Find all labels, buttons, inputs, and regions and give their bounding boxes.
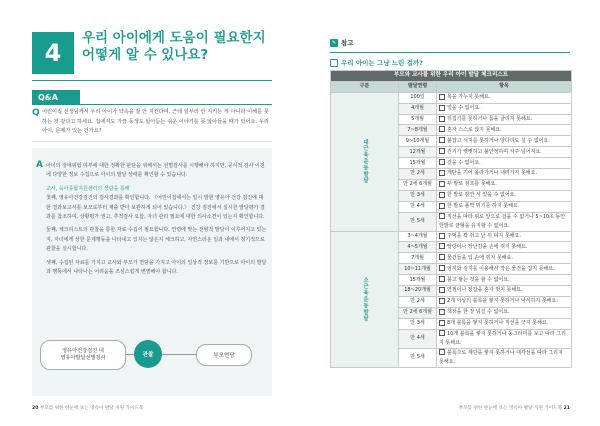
item-cell: [437, 179, 572, 190]
item-text: 걸을 수 없어요.: [447, 159, 481, 166]
age-cell: 7~8개월: [399, 125, 437, 136]
checkbox-icon[interactable]: [439, 320, 445, 326]
item-text: 걷기가 뻣뻣하고 불안정하며 자주 넘어져요.: [447, 148, 542, 155]
item-cell: [437, 136, 572, 147]
checkbox-icon[interactable]: [439, 276, 445, 282]
item-cell: [437, 158, 572, 169]
reference-label: 참고: [341, 39, 354, 47]
item-text: 계단을 기어 올라가거나 내려가지 못해요.: [447, 170, 538, 177]
item-cell: [437, 190, 572, 201]
item-text: 연필이나 장갑을 혼자 벗지 못해요.: [447, 287, 523, 294]
chapter-title-line1: 우리 아이에게 도움이 필요한지: [82, 30, 266, 46]
answer-paragraph-2: 첫째, 영유아건강검진의 검사결과를 확인합니다. 《어린이집에서는 일시 발현 영유아 건강 검진에 대한 결과보고서를 보모로부터 제출 받아 보관하게 되어 있습니다.》 건강 검진에서 실시한 발달평가 결과를 참조하여, 상황평가 권고, 추적검사 요함, 자녀 관리 필요에 대한 의사소견이 있는지 확인합니다.: [46, 195, 265, 221]
answer-paragraph-3: 둘째, 체크리스트의 관찰을 통한 자료 수집이 필요합니다. 연령에 맞는 전형적 발달이 이루어지고 있는지, 자녀에게 상한 문제행동을 나타내고 있지는 않은지 체크하고, 자연스러운 일과 내에서 정기적으로 관찰을 실시합니다.: [46, 227, 267, 253]
checkbox-icon[interactable]: [439, 137, 445, 143]
left-footer: [32, 405, 143, 411]
item-text: 딸랑이나 장난감을 손에 쥐지 못해요.: [447, 243, 528, 250]
item-text: 엎을 수 없어요.: [447, 105, 481, 112]
age-cell: 5개월: [399, 114, 437, 125]
age-cell: 만 3세: [399, 190, 437, 201]
question-text: 어린이집 선생님께서 우리 아이가 약속을 잘 안 지킨다며, 근데 일부러 안 지키는 게 아니라 이해를 못 하는 것 같다고 하세요. 집에서도 가끔 동생도 알아듣는 쉬운 이야기를 못 알아들을 때가 있어요. 우리 아이, 문제가 있는 건가요?: [42, 109, 269, 134]
item-cell: [437, 125, 572, 136]
flow-step-observation: 관찰: [134, 340, 162, 368]
checkbox-icon[interactable]: [439, 126, 445, 132]
flow-step-screening-line2: 영유아발달선별검사: [60, 355, 106, 361]
checkbox-icon[interactable]: [439, 213, 445, 219]
reference-tag: [330, 38, 354, 47]
checkbox-icon[interactable]: [439, 94, 445, 100]
item-cell: [437, 242, 572, 253]
item-cell: [437, 264, 572, 275]
item-text: 한 발로 잠깐 서 있을 수 없어요.: [447, 192, 517, 199]
item-cell: [437, 114, 572, 125]
item-text: 목을 가누지 못해요.: [447, 94, 491, 101]
item-text: 뒤집기를 못하거나 몸을 굴리지 못해요.: [447, 116, 533, 122]
answer-paragraph-4: 셋째, 수집된 자료를 가지고 교사와 부모가 면담을 가지고 아이의 일상적 정보를 기반으로 아이의 발달과 행동에서 나타나는 어려움을 조심스럽게 변별해야 합니다.: [46, 259, 267, 276]
checkbox-icon[interactable]: [439, 192, 445, 198]
checkbox-icon[interactable]: [439, 330, 445, 336]
age-cell: 10~11개월: [399, 264, 437, 275]
item-text: 블록으로 계단을 쌓지 못하거나 대각선을 따라 그리지 못해요.: [439, 349, 563, 365]
age-cell: 100일: [399, 92, 437, 103]
age-cell: 만 4세: [399, 329, 437, 348]
checkbox-icon[interactable]: [439, 349, 445, 355]
table-caption: 부모와 교사를 위한 우리 아이 발달 체크리스트: [331, 71, 572, 82]
qa-divider: [32, 104, 272, 105]
subheading-text: 우리 아이는 그냥 느린 걸까?: [341, 59, 423, 67]
item-cell: [437, 103, 572, 114]
item-cell: [437, 231, 572, 242]
left-footer-text: 부모를 위한 한눈에 보는 영유아 발달 지원 가이드북: [39, 406, 144, 411]
age-cell: 15개월: [399, 158, 437, 169]
age-cell: 12개월: [399, 147, 437, 158]
item-text: 두 발로 점프를 못해요.: [447, 181, 497, 188]
checkbox-icon[interactable]: [439, 233, 445, 239]
group-label: 대근육운동발달: [331, 92, 399, 231]
item-cell: [437, 253, 572, 264]
checkbox-icon[interactable]: [439, 170, 445, 176]
checkbox-icon[interactable]: [439, 254, 445, 260]
header-age: 발달연령: [399, 81, 437, 92]
left-page-number: 20: [32, 406, 39, 411]
checkbox-icon[interactable]: [439, 309, 445, 315]
checkbox-icon[interactable]: [439, 243, 445, 249]
age-cell: 만 2세 6개월: [399, 307, 437, 318]
item-cell: [437, 275, 572, 286]
reference-divider: [330, 52, 570, 53]
gross-motor-section: [331, 92, 572, 231]
chapter-divider: [32, 80, 272, 81]
table-row: [331, 231, 572, 242]
note-icon: ✎: [331, 39, 337, 46]
right-footer: [459, 405, 570, 411]
item-cell: [437, 348, 572, 367]
item-cell: [437, 318, 572, 329]
qa-label: Q&A: [32, 90, 80, 104]
flow-step-parent-meeting: 부모면담: [196, 344, 252, 366]
item-text: 주먹을 꽉 쥐고 난 뒤 펴지 못해요.: [447, 233, 521, 240]
item-cell: [437, 92, 572, 103]
chapter-title: [82, 30, 282, 64]
item-cell: [437, 212, 572, 231]
item-text: 책장을 한 장 넘길 수 없어요.: [447, 309, 510, 316]
item-text: 엄지와 검지를 이용해서 작은 물건을 집지 못해요.: [447, 265, 555, 272]
item-cell: [437, 286, 572, 297]
item-text: 한 발로 폴짝 뛰기를 하지 못해요.: [447, 203, 520, 210]
age-cell: 15개월: [399, 275, 437, 286]
answer-mark: A: [36, 160, 43, 170]
checkbox-icon[interactable]: [439, 181, 445, 187]
flow-step-screening: [40, 340, 126, 370]
answer-subheading: 교사, 육아종합지원센터의 상담을 통해: [46, 185, 130, 192]
age-cell: 만 5세: [399, 212, 437, 231]
age-cell: 3~4개월: [399, 231, 437, 242]
right-footer-text: 부모를 위한 한눈에 보는 영유아 발달 지원 가이드북: [458, 406, 563, 411]
item-text: 2개 이상의 블록을 쌓지 못하거나 낙서하지 못해요.: [447, 298, 558, 305]
chapter-title-line2: 어떻게 알 수 있나요?: [82, 47, 209, 63]
checkbox-icon[interactable]: [439, 148, 445, 154]
fine-motor-section: [331, 231, 572, 367]
checklist-table: [330, 70, 572, 368]
age-cell: 만 4세: [399, 201, 437, 212]
header-group: 구분: [331, 81, 399, 92]
age-cell: 만 2세: [399, 169, 437, 180]
age-cell: 만 5세: [399, 348, 437, 367]
checkbox-icon[interactable]: [439, 116, 445, 122]
checkbox-icon[interactable]: [439, 298, 445, 304]
question-mark: Q: [32, 108, 40, 118]
item-text: 붙잡고 서지를 못하거나 양다리도 설 수 없어요.: [447, 137, 550, 144]
header-item: 항목: [437, 81, 572, 92]
subheading: [330, 58, 423, 67]
checkbox-icon[interactable]: [439, 159, 445, 165]
table-row: [331, 92, 572, 103]
item-text: 블고 쌓는 것을 할 수 없어요.: [447, 276, 510, 283]
age-cell: 4개월: [399, 103, 437, 114]
item-text: 10개 블록을 쌓지 못하거나 동그라미를 보고 따라 그리지 못해요.: [439, 330, 566, 346]
item-cell: [437, 201, 572, 212]
chapter-number: 4: [32, 32, 74, 74]
checkbox-icon[interactable]: [439, 265, 445, 271]
item-text: 8개 블록을 쌓지 못하거나 직선을 긋지 못해요.: [447, 320, 549, 327]
age-cell: 18~20개월: [399, 286, 437, 297]
checkbox-icon[interactable]: [439, 105, 445, 111]
checkbox-icon[interactable]: [439, 203, 445, 209]
flow-step-screening-line1: 영유아건강검진 내: [62, 348, 104, 354]
age-cell: 9~10개월: [399, 136, 437, 147]
item-cell: [437, 307, 572, 318]
age-cell: 만 3세: [399, 318, 437, 329]
age-cell: 만 2세: [399, 296, 437, 307]
answer-paragraph-1: 아이의 장애위험 여부에 대한 정확한 판단을 위해서는 선별검사를 시행해야 하지만, 공식적 검사 이전에 다양한 정보 수집으로 아이의 발달 상태를 확인할 수 있습니다.: [46, 163, 265, 179]
age-cell: 만 2세 6개월: [399, 179, 437, 190]
checkbox-icon[interactable]: [439, 287, 445, 293]
answer-text: [46, 162, 268, 277]
item-cell: [437, 169, 572, 180]
checkbox-icon: [330, 59, 338, 67]
group-label: 소근육운동발달: [331, 231, 399, 367]
right-page-number: 21: [563, 406, 570, 411]
item-text: 혼자 스스로 앉지 못해요.: [447, 126, 502, 133]
item-cell: [437, 296, 572, 307]
item-text: 물건들을 입 손에 쥐지 못해요.: [447, 254, 513, 261]
right-page: [300, 0, 600, 426]
item-cell: [437, 147, 572, 158]
age-cell: 7개월: [399, 253, 437, 264]
item-cell: [437, 329, 572, 348]
question-divider: [32, 141, 272, 142]
age-cell: 4~5개월: [399, 242, 437, 253]
item-text: 직선을 따라 위로 앞으로 걸을 수 없거나 5~10초 동안 한발로 균형을 유지할 수 없어요.: [439, 213, 566, 229]
